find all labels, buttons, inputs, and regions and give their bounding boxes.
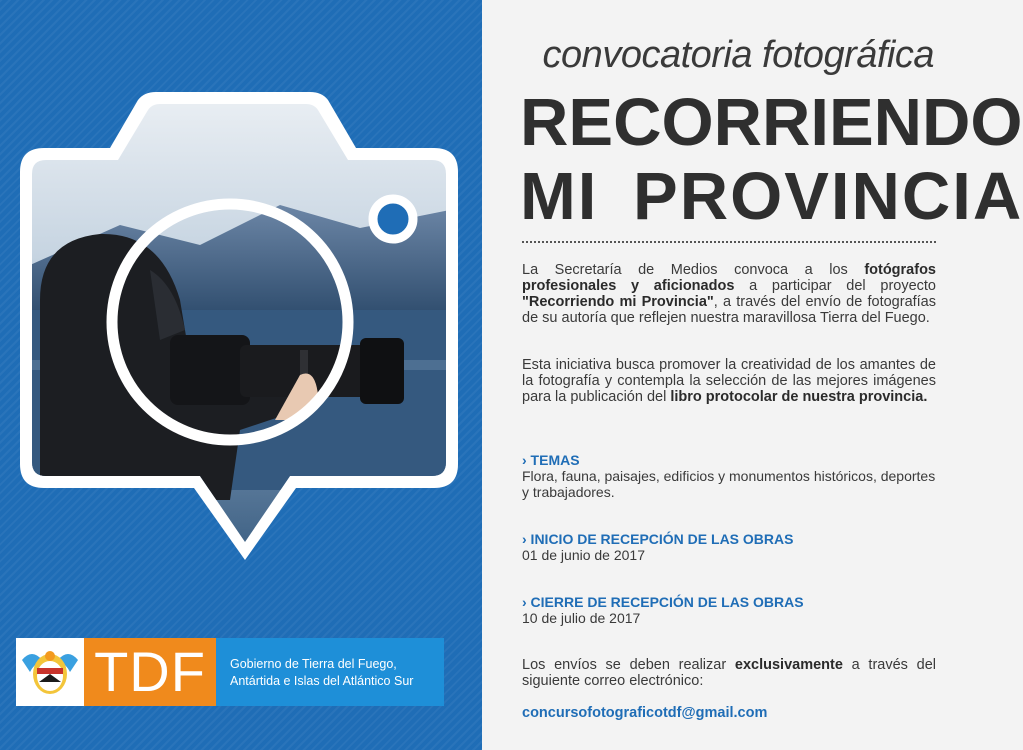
government-name: [230, 656, 440, 690]
tdf-logo: [84, 638, 216, 706]
title-line2: MI PROVINCIA: [520, 159, 1023, 234]
page-title: [520, 85, 1023, 234]
intro-paragraph-1: [522, 262, 936, 326]
intro-p1-bold-participants: fotógrafos profesionales y aficionados: [522, 262, 936, 294]
government-logo-bar: [16, 638, 444, 706]
dotted-divider: [522, 241, 936, 243]
government-name-line1: Gobierno de Tierra del Fuego,: [230, 657, 397, 671]
intro-p2-text-a: Esta iniciativa busca promover la creatividad de los amantes de la fotografía y contempla la selección de las mejores imágenes para la publicación del: [522, 357, 936, 405]
tdf-acronym: TDF: [94, 640, 206, 703]
submission-paragraph: [522, 657, 936, 689]
submission-text-a: Los envíos se deben realizar: [522, 657, 735, 673]
submission-text-c: a través del siguiente correo electrónico:: [522, 657, 936, 689]
section-inicio: [522, 531, 936, 563]
provincial-shield-icon: [16, 638, 84, 706]
intro-paragraph-2: [522, 357, 936, 405]
contact-email-link[interactable]: concursofotograficotdf@gmail.com: [522, 705, 768, 721]
section-text: Flora, fauna, paisajes, edificios y monumentos históricos, deportes y trabajadores.: [522, 468, 936, 500]
intro-p2-bold-book: libro protocolar de nuestra provincia.: [670, 389, 928, 405]
right-panel: [482, 0, 1023, 750]
section-cierre: [522, 594, 936, 626]
intro-p1-text-c: a participar del proyecto: [734, 278, 936, 294]
intro-p1-bold-project: "Recorriendo mi Provincia": [522, 294, 714, 310]
section-heading: › TEMAS: [522, 452, 580, 468]
section-heading: › INICIO DE RECEPCIÓN DE LAS OBRAS: [522, 531, 794, 547]
section-heading: › CIERRE DE RECEPCIÓN DE LAS OBRAS: [522, 594, 804, 610]
government-name-line2: Antártida e Islas del Atlántico Sur: [230, 674, 414, 688]
subtitle: convocatoria fotográfica: [542, 34, 934, 76]
section-temas: [522, 452, 936, 500]
section-text: 10 de julio de 2017: [522, 610, 641, 626]
intro-p1-text-e: , a través del envío de fotografías de su autoría que reflejen nuestra maravillosa Tierra del Fuego.: [522, 294, 936, 326]
submission-bold-exclusive: exclusivamente: [734, 657, 843, 673]
left-panel: [0, 0, 482, 750]
title-line1: RECORRIENDO: [520, 85, 1023, 160]
section-text: 01 de junio de 2017: [522, 547, 645, 563]
intro-p1-text-a: La Secretaría de Medios convoca a los: [522, 262, 865, 278]
